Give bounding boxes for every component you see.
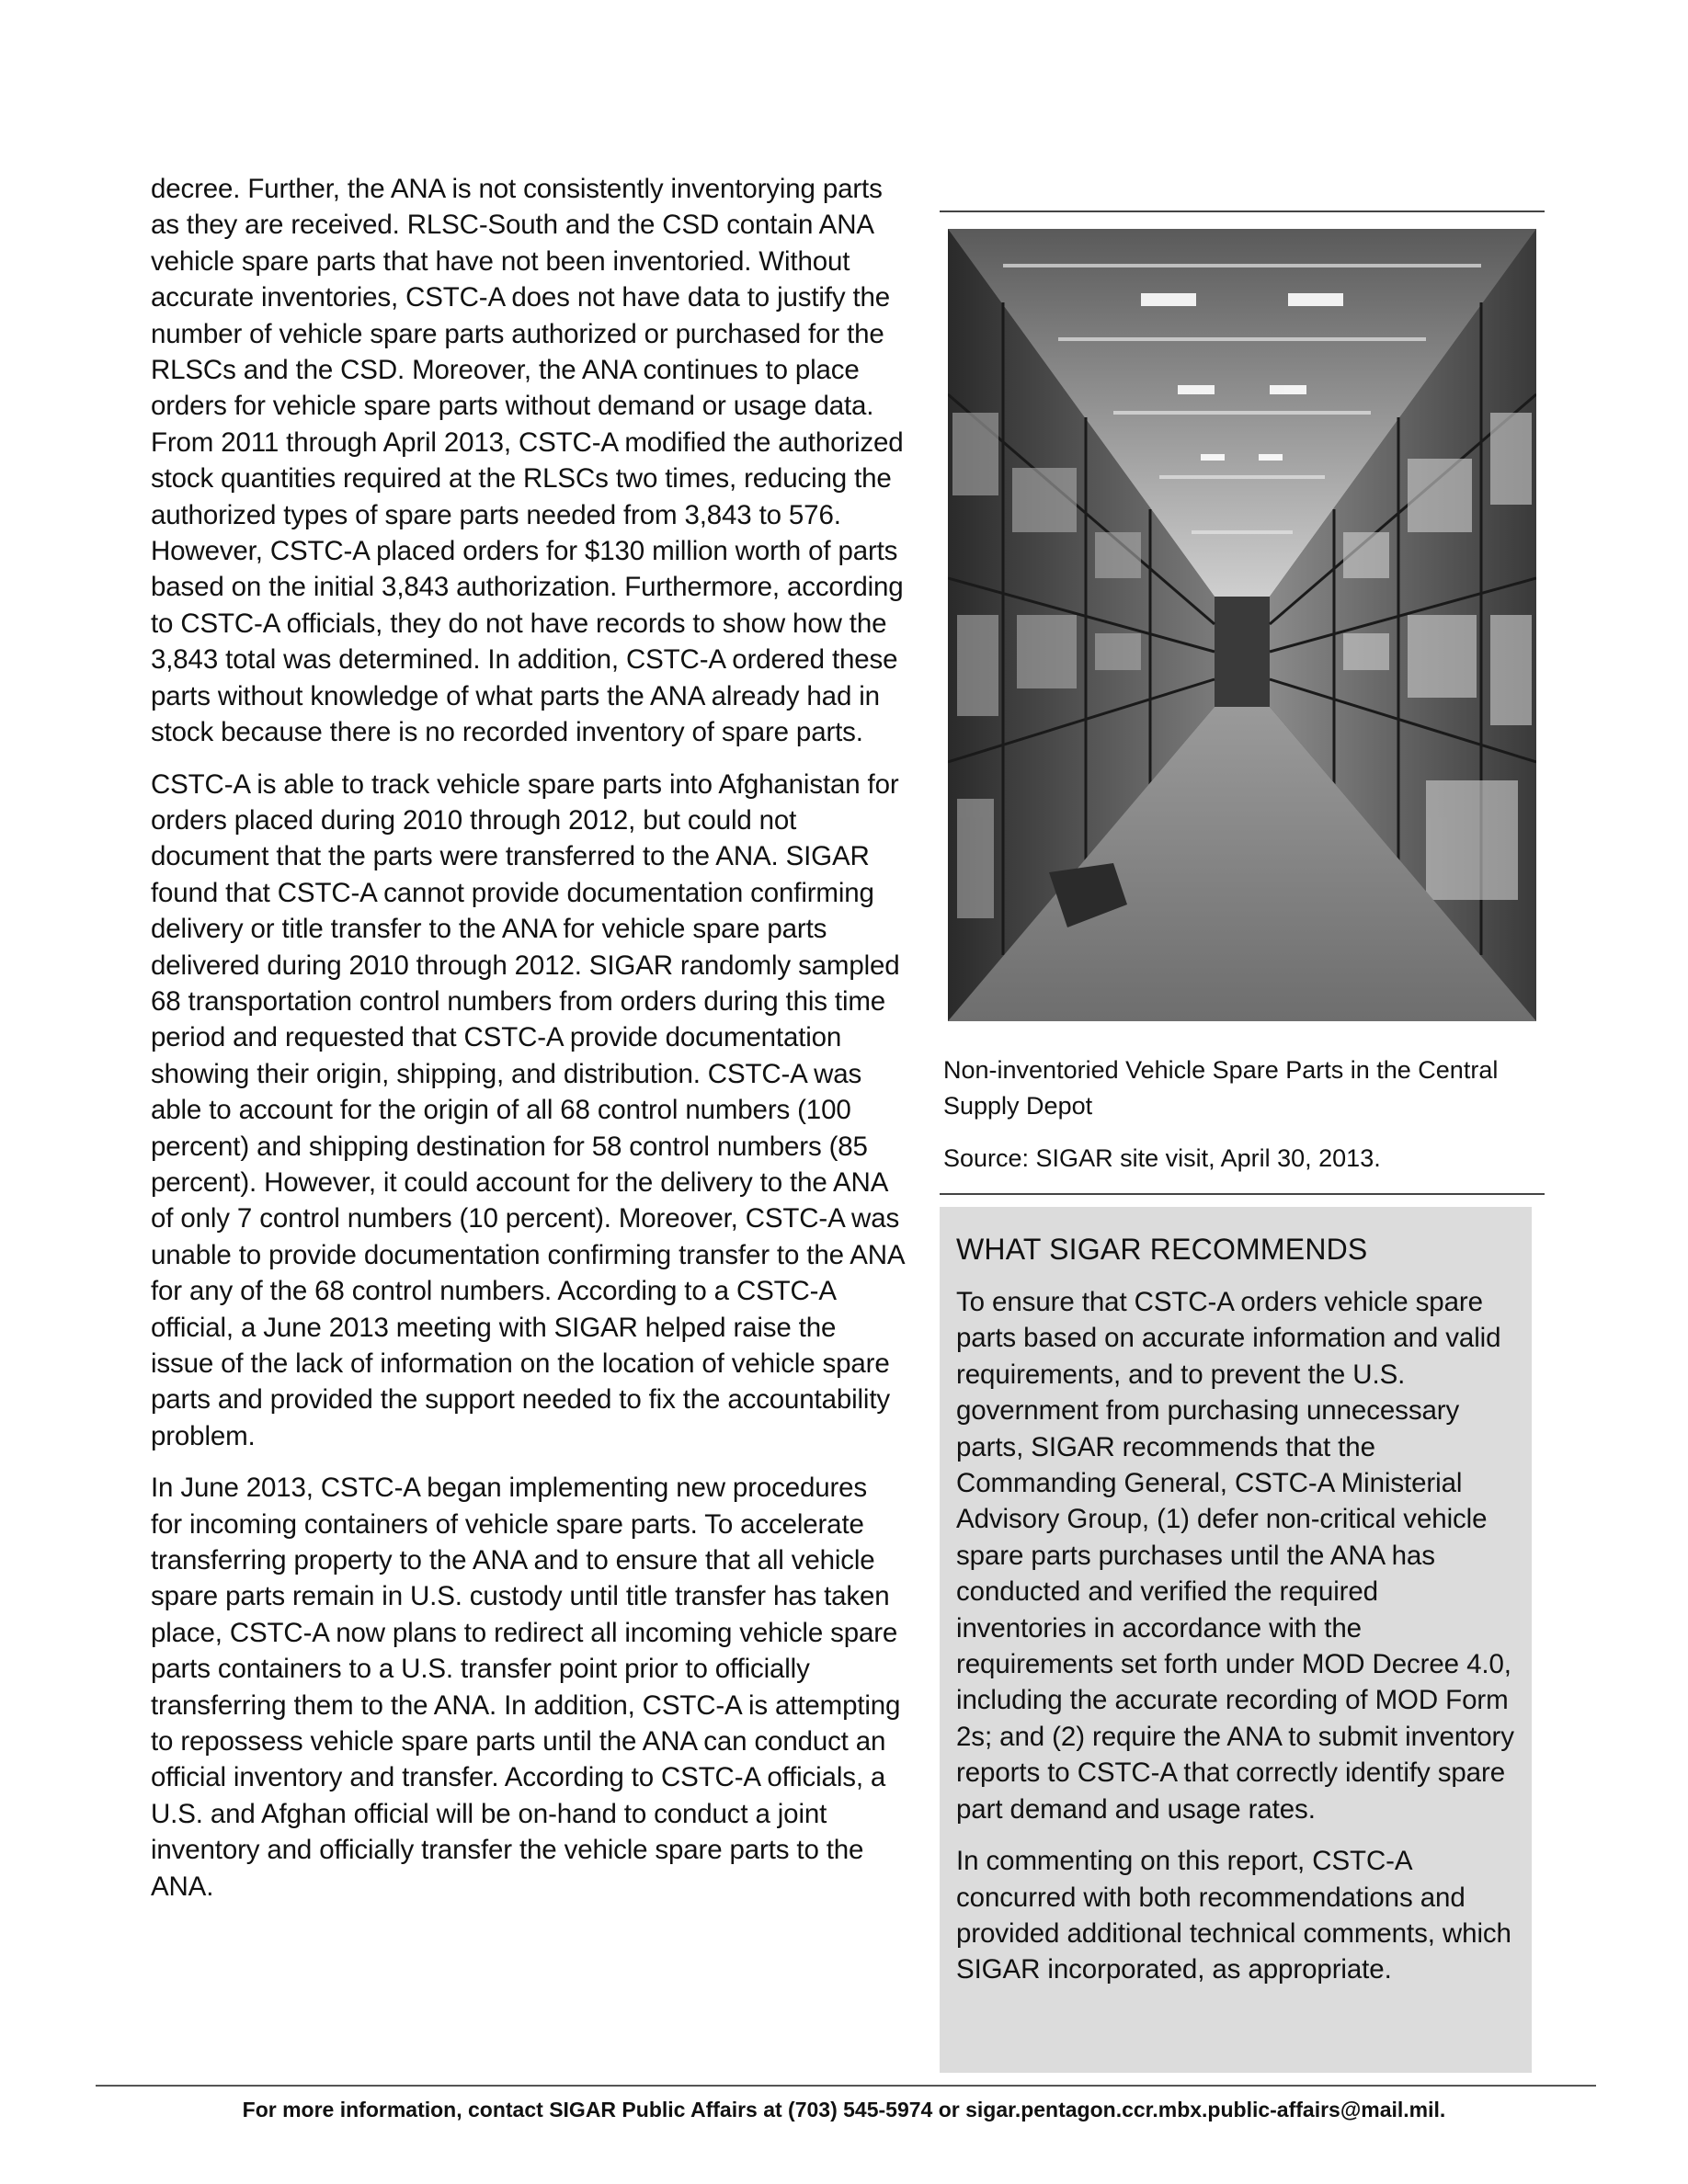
body-paragraph-1: decree. Further, the ANA is not consistently inventorying parts as they are received. RLSC-South and the CSD contain ANA vehicle spare parts that have not been inventoried. Without accurate inventories, CSTC-A does not have data to justify the number of vehicle spare parts authorized or purchased for the RLSCs and the CSD. Moreover, the ANA continues to place orders for vehicle spare parts without demand or usage data. From 2011 through April 2013, CSTC-A modified the authorized stock quantities required at the RLSCs two times, reducing the authorized types of spare parts needed from 3,843 to 576. However, CSTC-A placed orders for $130 million worth of parts based on the initial 3,843 authorization. Furthermore, according to CSTC-A officials, they do not have records to show how the 3,843 total was determined. In addition, CSTC-A ordered these parts without knowledge of what parts the ANA already had in stock because there is no recorded inventory of spare parts. xyxy=(151,174,904,748)
recommendations-paragraph-1: To ensure that CSTC-A orders vehicle spare parts based on accurate information and valid requirements, and to prevent the U.S. government from purchasing unnecessary parts, SIGAR recommends that the Commanding General, CSTC-A Ministerial Advisory Group, (1) defer non-critical vehicle spare parts purchases until the ANA has conducted and verified the required inventories in accordance with the requirements set forth under MOD Decree 4.0, including the accurate recording of MOD Form 2s; and (2) require the ANA to submit inventory reports to CSTC-A that correctly identify spare part demand and usage rates. xyxy=(956,1287,1514,1825)
recommendations-sidebar xyxy=(940,1207,1532,2073)
warehouse-photo-illustration xyxy=(948,229,1536,1021)
figure-source: Source: SIGAR site visit, April 30, 2013. xyxy=(943,1144,1381,1172)
body-paragraph-2: CSTC-A is able to track vehicle spare parts into Afghanistan for orders placed during 2010 through 2012, but could not document that the parts were transferred to the ANA. SIGAR found that CSTC-A cannot provide documentation confirming delivery or title transfer to the ANA for vehicle spare parts delivered during 2010 through 2012. SIGAR randomly sampled 68 transportation control numbers from orders during this time period and requested that CSTC-A provide documentation showing their origin, shipping, and distribution. CSTC-A was able to account for the origin of all 68 control numbers (100 percent) and shipping destination for 58 control numbers (85 percent). However, it could account for the delivery to the ANA of only 7 control numbers (10 percent). Moreover, CSTC-A was unable to provide documentation confirming transfer to the ANA for any of the 68 control numbers. According to a CSTC-A official, a June 2013 meeting with SIGAR helped raise the issue of the lack of information on the location of vehicle spare parts and provided the support needed to fix the accountability problem. xyxy=(151,768,904,1451)
footer-contact: For more information, contact SIGAR Public Affairs at (703) 545-5974 or sigar.pentagon.ccr.mbx.public-affairs@mail.mil. xyxy=(242,2098,1446,2121)
warehouse-photo xyxy=(948,229,1536,1021)
footer-rule xyxy=(96,2085,1596,2087)
recommendations-paragraph-2: In commenting on this report, CSTC-A concurred with both recommendations and provided additional technical comments, which SIGAR incorporated, as appropriate. xyxy=(956,1846,1511,1985)
figure-bottom-rule xyxy=(940,1193,1545,1195)
body-text-column xyxy=(151,171,905,1920)
figure-caption: Non-inventoried Vehicle Spare Parts in the Central Supply Depot xyxy=(943,1056,1499,1120)
figure-top-rule xyxy=(940,210,1545,212)
body-paragraph-3: In June 2013, CSTC-A began implementing new procedures for incoming containers of vehicle spare parts. To accelerate transferring property to the ANA and to ensure that all vehicle spare parts remain in U.S. custody until title transfer has taken place, CSTC-A now plans to redirect all incoming vehicle spare parts containers to a U.S. transfer point prior to officially transferring them to the ANA. In addition, CSTC-A is attempting to repossess vehicle spare parts until the ANA can conduct an official inventory and transfer. According to CSTC-A officials, a U.S. and Afghan official will be on-hand to conduct a joint inventory and officially transfer the vehicle spare parts to the ANA. xyxy=(151,1473,901,1902)
recommendations-heading: WHAT SIGAR RECOMMENDS xyxy=(956,1233,1368,1266)
